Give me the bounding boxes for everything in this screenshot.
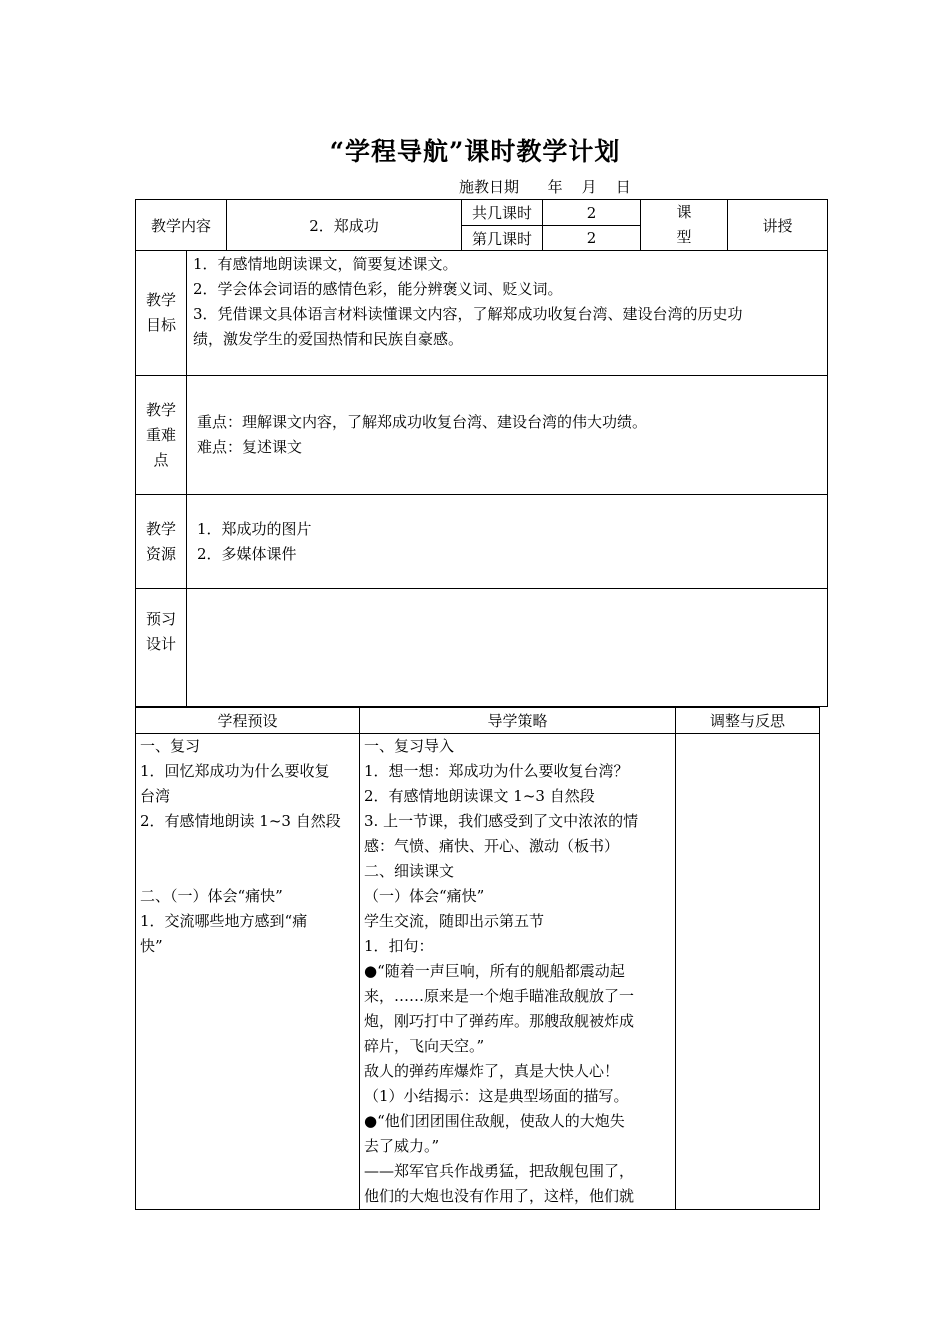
resource-line: 1．郑成功的图片 xyxy=(197,519,312,538)
total-lessons-label: 共几课时 xyxy=(462,200,543,226)
preset-line: 2．有感情地朗读 1~3 自然段 xyxy=(140,812,341,830)
resources-label-2: 资源 xyxy=(145,544,176,563)
resources-label-1: 教学 xyxy=(145,519,176,538)
strategy-line: 二、细读课文 xyxy=(364,862,455,880)
current-lesson-label: 第几课时 xyxy=(462,226,543,251)
preset-line: 1．回忆郑成功为什么要收复 xyxy=(140,762,330,780)
strategy-line: 感：气愤、痛快、开心、激动（板书） xyxy=(364,837,620,855)
goal-line: 3．凭借课文具体语言材料读懂课文内容，了解郑成功收复台湾、建设台湾的历史功 xyxy=(193,305,743,323)
goals-label-1: 教学 xyxy=(145,291,176,309)
lesson-type-value: 讲授 xyxy=(728,200,828,251)
content-value: 2．郑成功 xyxy=(227,200,462,251)
preset-line: 二、（一）体会“痛快” xyxy=(140,887,283,905)
goals-content xyxy=(187,251,828,376)
strategy-line: 去了威力。” xyxy=(364,1137,440,1155)
preview-content xyxy=(187,589,828,707)
reflection-content xyxy=(676,734,820,1210)
teaching-date: 施教日期 年 月 日 xyxy=(459,178,631,196)
goal-line: 2．学会体会词语的感情色彩，能分辨褒义词、贬义词。 xyxy=(193,280,563,298)
strategy-line: （1）小结揭示：这是典型场面的描写。 xyxy=(364,1087,629,1105)
strategy-line: 1．扣句： xyxy=(364,937,434,955)
strategy-line: （一）体会“痛快” xyxy=(364,887,485,905)
focus-line: 重点：理解课文内容，了解郑成功收复台湾、建设台湾的伟大功绩。 xyxy=(197,413,648,431)
plan-table xyxy=(135,199,828,707)
column-header-strategy: 导学策略 xyxy=(360,708,676,734)
process-table xyxy=(135,707,820,1210)
strategy-line: 碎片，飞向天空。” xyxy=(364,1037,485,1055)
focus-content xyxy=(187,376,828,495)
strategy-line: 来，……原来是一个炮手瞄准敌舰放了一 xyxy=(364,987,635,1005)
strategy-line: 1．想一想：郑成功为什么要收复台湾？ xyxy=(364,762,629,780)
preset-line: 一、复习 xyxy=(140,737,201,755)
goal-line: 绩，激发学生的爱国热情和民族自豪感。 xyxy=(193,330,464,348)
strategy-line: 一、复习导入 xyxy=(364,737,455,755)
goals-label xyxy=(136,251,187,376)
strategy-content xyxy=(360,734,676,1210)
current-lesson-value: 2 xyxy=(543,226,641,251)
strategy-line: 2．有感情地朗读课文 1~3 自然段 xyxy=(364,787,595,805)
resource-line: 2．多媒体课件 xyxy=(197,544,297,563)
strategy-line: 3. 上一节课，我们感受到了文中浓浓的情 xyxy=(364,812,639,830)
preset-content xyxy=(136,734,360,1210)
column-header-preset: 学程预设 xyxy=(136,708,360,734)
lesson-type-label-2: 型 xyxy=(676,228,692,246)
preset-line: 台湾 xyxy=(140,787,171,805)
column-header-reflection: 调整与反思 xyxy=(676,708,820,734)
focus-label-1: 教学 xyxy=(145,400,176,419)
strategy-line: ●“随着一声巨响，所有的舰船都震动起 xyxy=(364,962,625,980)
focus-label xyxy=(136,376,187,495)
strategy-line: 他们的大炮也没有作用了，这样，他们就 xyxy=(364,1187,635,1205)
strategy-line: 炮，刚巧打中了弹药库。那艘敌舰被炸成 xyxy=(364,1012,635,1030)
strategy-line: ●“他们团团围住敌舰，使敌人的大炮失 xyxy=(364,1112,625,1130)
preview-label-1: 预习 xyxy=(145,610,176,628)
focus-label-3: 点 xyxy=(153,450,169,469)
lesson-type-label xyxy=(641,200,728,251)
content-label: 教学内容 xyxy=(136,200,227,251)
preset-line xyxy=(140,834,355,859)
total-lessons-value: 2 xyxy=(543,200,641,226)
page-title: “学程导航”课时教学计划 xyxy=(329,137,621,166)
focus-line: 难点：复述课文 xyxy=(197,438,303,456)
strategy-line: 敌人的弹药库爆炸了，真是大快人心！ xyxy=(364,1062,620,1080)
lesson-type-label-1: 课 xyxy=(676,203,692,221)
preview-label xyxy=(136,589,187,707)
goal-line: 1．有感情地朗读课文，简要复述课文。 xyxy=(193,255,458,273)
preview-label-2: 设计 xyxy=(145,635,176,653)
preset-line: 快” xyxy=(140,937,163,955)
focus-label-2: 重难 xyxy=(145,425,176,444)
strategy-line: ——郑军官兵作战勇猛，把敌舰包围了， xyxy=(364,1162,635,1180)
strategy-line: 学生交流，随即出示第五节 xyxy=(364,912,545,930)
resources-label xyxy=(136,495,187,589)
preset-line xyxy=(140,859,355,884)
resources-content xyxy=(187,495,828,589)
preset-line: 1．交流哪些地方感到“痛 xyxy=(140,912,308,930)
goals-label-2: 目标 xyxy=(145,316,176,334)
